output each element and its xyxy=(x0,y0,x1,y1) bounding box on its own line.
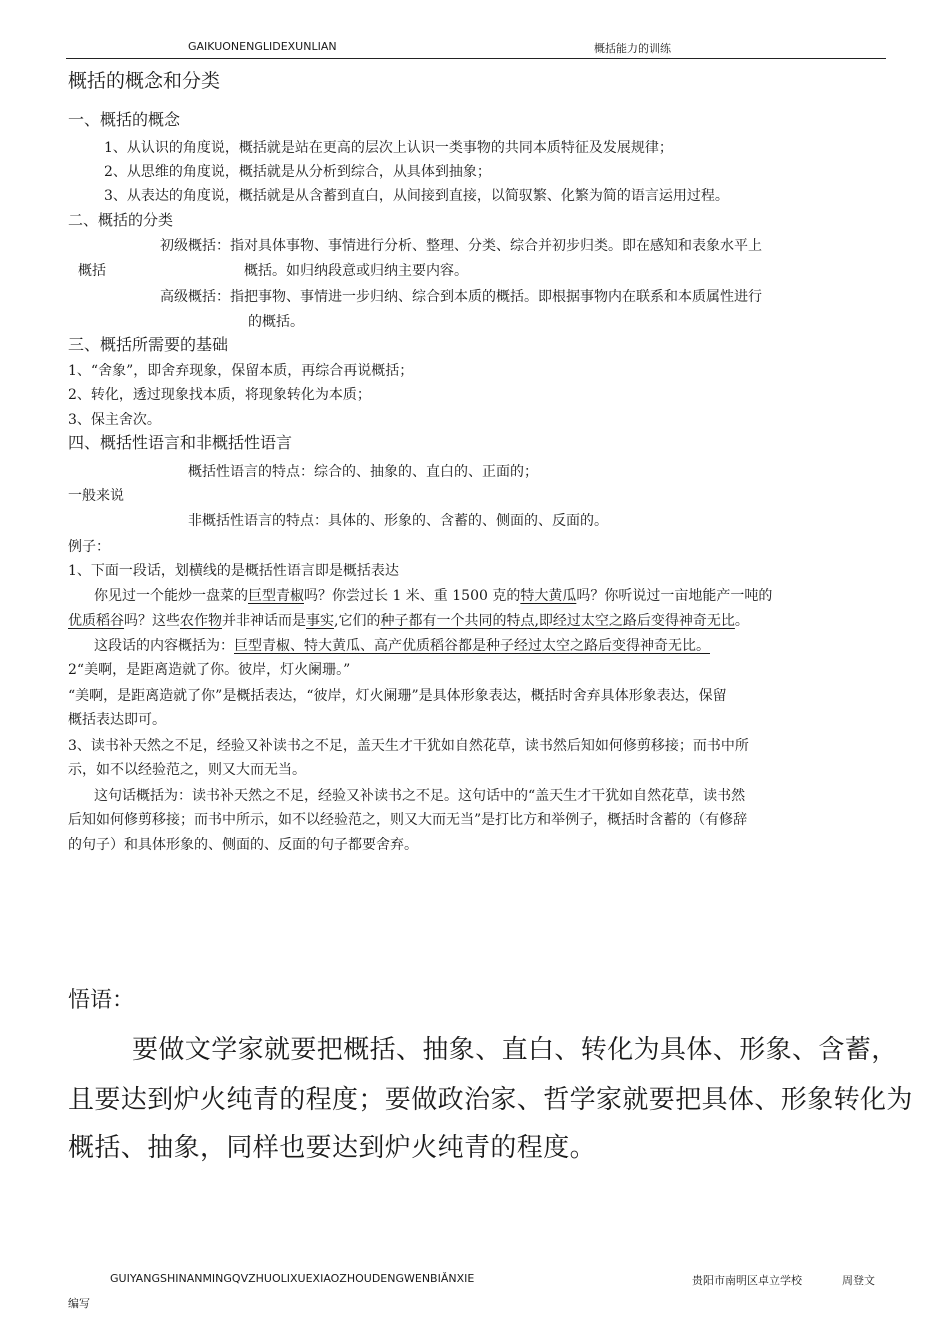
wuyu-line2: 且要达到炉火纯青的程度；要做政治家、哲学家就要把具体、形象转化为 xyxy=(68,1085,913,1115)
section2-heading: 二、概括的分类 xyxy=(68,211,174,229)
section3-heading: 三、概括所需要的基础 xyxy=(68,335,229,354)
example1-summary xyxy=(94,636,710,656)
example3-summary-line1: 这句话概括为：读书补天然之不足，经验又补读书之不足。这句话中的“盖天生才干犹如自然花草，读书然 xyxy=(94,788,746,804)
advanced-generalization-line2: 的概括。 xyxy=(248,314,304,330)
text-segment: 你见过一个能炒一盘菜的 xyxy=(94,588,248,604)
primary-generalization-line1: 初级概括：指对具体事物、事情进行分析、整理、分类、综合并初步归类。即在感知和表象水平上 xyxy=(160,238,762,254)
section1-item-3: 3、从表达的角度说，概括就是从含蓄到直白，从间接到直接，以简驭繁、化繁为简的语言运用过程。 xyxy=(104,188,729,204)
section3-item-1: 1、“舍象”，即舍弃现象，保留本质，再综合再说概括； xyxy=(68,363,414,379)
example2-title: 2“美啊，是距离造就了你。彼岸，灯火阑珊。” xyxy=(68,662,351,678)
footer-school: 贵阳市南明区卓立学校 xyxy=(692,1274,802,1287)
primary-generalization-line2: 概括。如归纳段意或归纳主要内容。 xyxy=(244,263,468,279)
page-title: 概括的概念和分类 xyxy=(68,70,221,92)
header-title: 概括能力的训练 xyxy=(594,42,671,55)
underlined-text: 农作物 xyxy=(180,613,222,629)
example3-line1: 3、读书补天然之不足，经验又补读书之不足，盖天生才干犹如自然花草，读书然后知如何修剪移接；而书中所 xyxy=(68,738,749,754)
text-segment: 并非神话而是 xyxy=(222,613,306,629)
section3-item-3: 3、保主舍次。 xyxy=(68,412,161,428)
example3-summary-line3: 的句子）和具体形象的、侧面的、反面的句子都要舍弃。 xyxy=(68,837,418,853)
example2-line1: “美啊，是距离造就了你”是概括表达，“彼岸，灯火阑珊”是具体形象表达，概括时舍弃具体形象表达，保留 xyxy=(68,688,727,704)
footer-edit: 编写 xyxy=(68,1297,90,1310)
text-segment: ,它们的 xyxy=(334,613,381,629)
wuyu-line1: 要做文学家就要把概括、抽象、直白、转化为具体、形象、含蓄， xyxy=(132,1035,898,1065)
examples-label: 例子： xyxy=(68,539,110,555)
text-segment: 吗？你尝过长 1 米、重 1500 克的 xyxy=(304,588,521,604)
wuyu-line3: 概括、抽象，同样也要达到炉火纯青的程度。 xyxy=(68,1133,597,1163)
text-segment: 吗？这些 xyxy=(124,613,180,629)
example2-line2: 概括表达即可。 xyxy=(68,712,166,728)
underlined-text: 特大黄瓜 xyxy=(520,588,577,604)
section1-item-2: 2、从思维的角度说，概括就是从分析到综合，从具体到抽象； xyxy=(104,164,491,180)
generalization-group-label: 概括 xyxy=(78,263,106,279)
advanced-generalization-line1: 高级概括：指把事物、事情进一步归纳、综合到本质的概括。即根据事物内在联系和本质属性进行 xyxy=(160,289,762,305)
footer-author: 周登文 xyxy=(842,1274,875,1287)
underlined-text: 事实 xyxy=(306,613,334,629)
underlined-text: 巨型青椒 xyxy=(248,588,304,604)
header-pinyin: GAIKUONENGLIDEXUNLIAN xyxy=(188,40,337,53)
example1-line1 xyxy=(94,586,772,606)
generalizing-language-features: 概括性语言的特点：综合的、抽象的、直白的、正面的； xyxy=(188,464,538,480)
section4-heading: 四、概括性语言和非概括性语言 xyxy=(68,433,293,452)
example1-line2 xyxy=(68,611,749,631)
section3-item-2: 2、转化，透过现象找本质，将现象转化为本质； xyxy=(68,387,371,403)
general-label: 一般来说 xyxy=(68,488,124,504)
underlined-text: 优质稻谷 xyxy=(68,613,124,629)
header-rule xyxy=(66,58,886,59)
footer-pinyin: GUIYANGSHINANMINGQVZHUOLIXUEXIAOZHOUDENGWENBIǍNXIE xyxy=(110,1272,475,1285)
section1-item-1: 1、从认识的角度说，概括就是站在更高的层次上认识一类事物的共同本质特征及发展规律； xyxy=(104,140,673,156)
text-segment: 。 xyxy=(734,613,749,629)
text-segment: 吗？你听说过一亩地能产一吨的 xyxy=(576,588,773,604)
example3-summary-line2: 后知如何修剪移接；而书中所示，如不以经验范之，则又大而无当”是打比方和举例子，概括时含蓄的（有修辞 xyxy=(68,812,748,828)
text-segment: 这段话的内容概括为： xyxy=(94,638,234,654)
underlined-text: 巨型青椒、特大黄瓜、高产优质稻谷都是种子经过太空之路后变得神奇无比。 xyxy=(234,638,710,654)
underlined-text: 种子都有一个共同的特点,即经过太空之路后变得神奇无比 xyxy=(380,613,735,629)
example3-line2: 示，如不以经验范之，则又大而无当。 xyxy=(68,762,306,778)
wuyu-title: 悟语： xyxy=(68,988,135,1013)
example1-title: 1、下面一段话，划横线的是概括性语言即是概括表达 xyxy=(68,563,399,579)
section1-heading: 一、概括的概念 xyxy=(68,110,181,129)
non-generalizing-language-features: 非概括性语言的特点：具体的、形象的、含蓄的、侧面的、反面的。 xyxy=(188,513,608,529)
